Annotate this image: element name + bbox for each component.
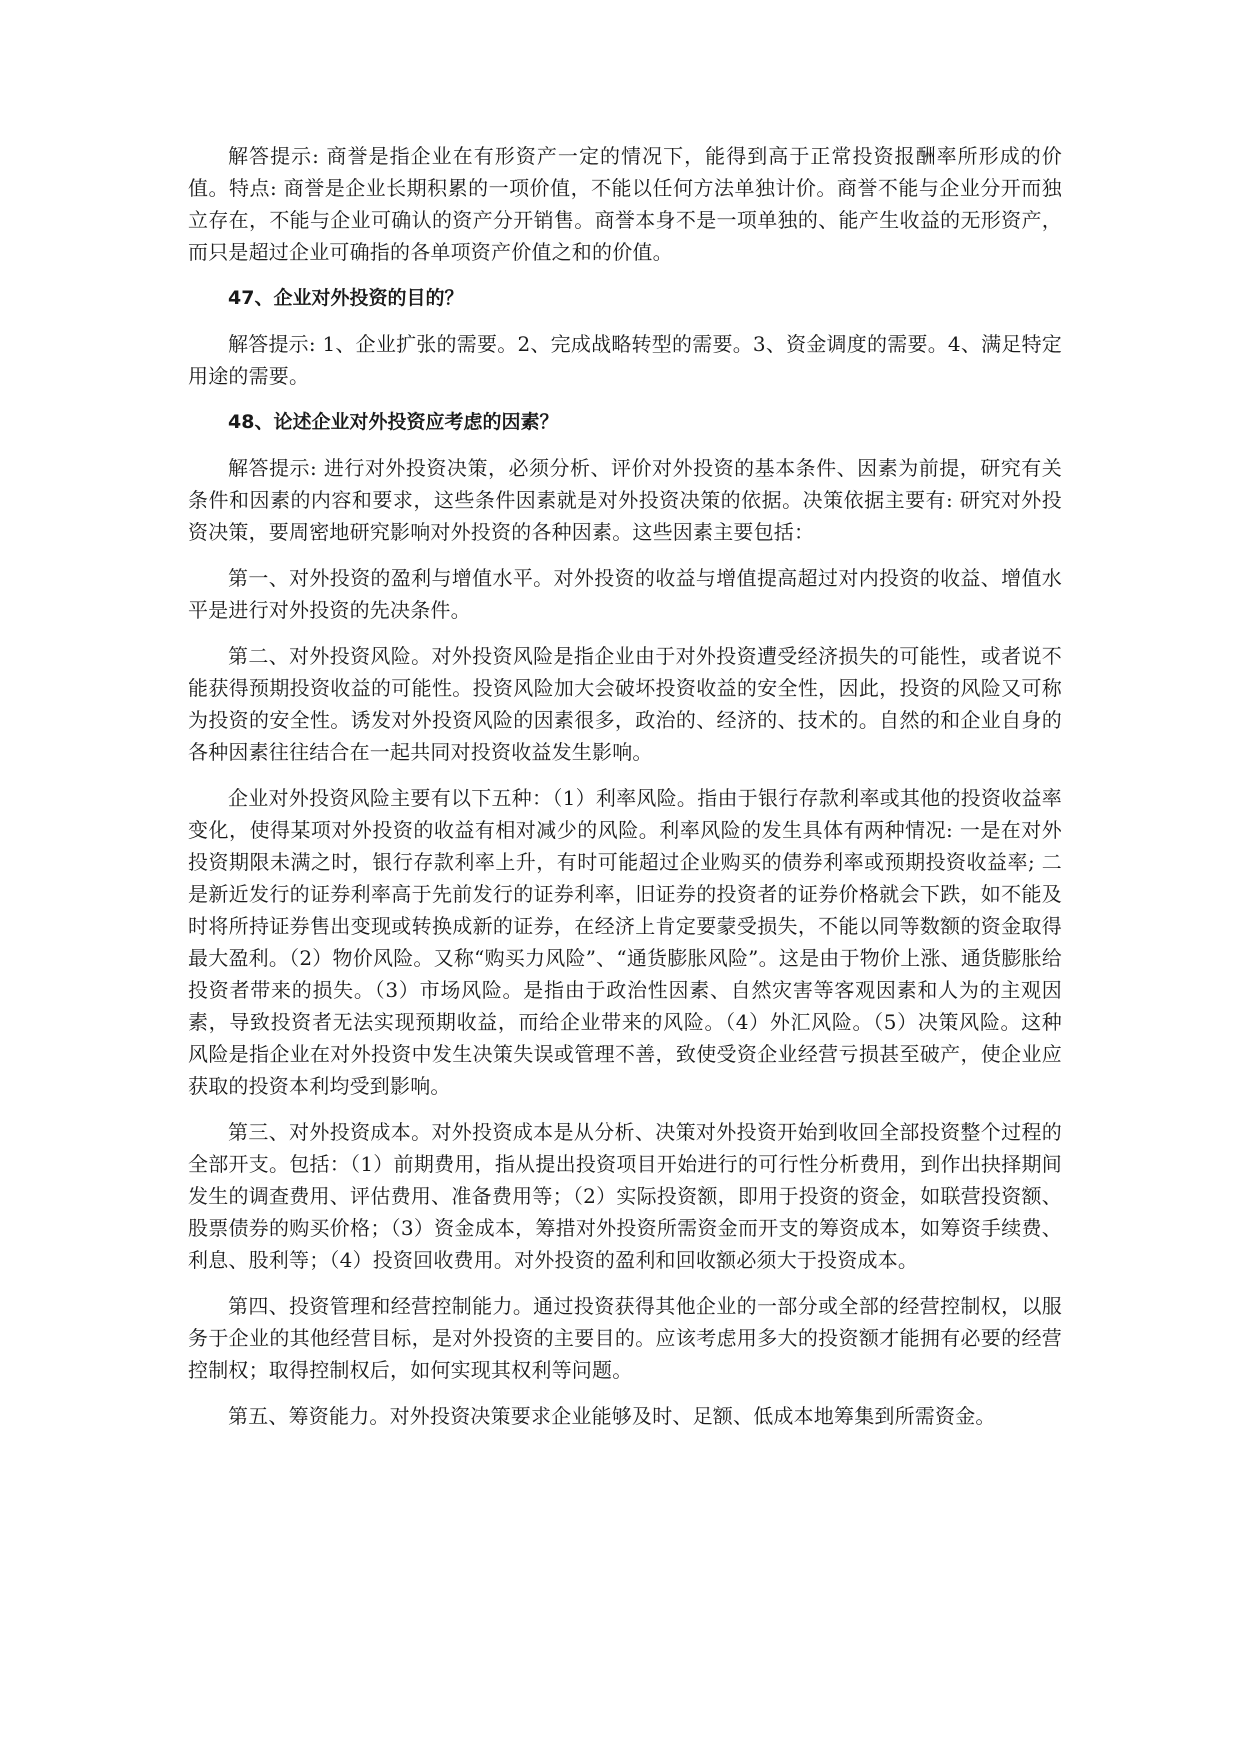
question-48-heading: 48、论述企业对外投资应考虑的因素？ (228, 411, 559, 433)
paragraph-factor-4: 第四、投资管理和经营控制能力。通过投资获得其他企业的一部分或全部的经营控制权，以服务于企业的其他经营目标，是对外投资的主要目的。应该考虑用多大的投资额才能拥有必要的经营控制权；取得控制权后，如何实现其权利等问题。 (188, 1294, 1062, 1382)
paragraph-factor-1: 第一、对外投资的盈利与增值水平。对外投资的收益与增值提高超过对内投资的收益、增值水平是进行对外投资的先决条件。 (188, 566, 1062, 622)
paragraph-goodwill-answer: 解答提示: 商誉是指企业在有形资产一定的情况下，能得到高于正常投资报酬率所形成的价值。特点: 商誉是企业长期积累的一项价值，不能以任何方法单独计价。商誉不能与企业分开而独立存在，不能与企业可确认的资产分开销售。商誉本身不是一项单独的、能产生收益的无形资产，而只是超过企业可确指的各单项资产价值之和的价值。 (188, 144, 1062, 264)
paragraph-factor-2: 第二、对外投资风险。对外投资风险是指企业由于对外投资遭受经济损失的可能性，或者说不能获得预期投资收益的可能性。投资风险加大会破坏投资收益的安全性，因此，投资的风险又可称为投资的安全性。诱发对外投资风险的因素很多，政治的、经济的、技术的。自然的和企业自身的各种因素往往结合在一起共同对投资收益发生影响。 (188, 644, 1062, 764)
paragraph-risk-types: 企业对外投资风险主要有以下五种：（1）利率风险。指由于银行存款利率或其他的投资收益率变化，使得某项对外投资的收益有相对减少的风险。利率风险的发生具体有两种情况: 一是在对外投资期限未满之时，银行存款利率上升，有时可能超过企业购买的债券利率或预期投资收益率; 二是新近发行的证券利率高于先前发行的证券利率，旧证券的投资者的证券价格就会下跌，如不能及时将所持证券售出变现或转换成新的证券，在经济上肯定要蒙受损失，不能以同等数额的资金取得最大盈利。（2）物价风险。又称“购买力风险”、“通货膨胀风险”。这是由于物价上涨、通货膨胀给投资者带来的损失。（3）市场风险。是指由于政治性因素、自然灾害等客观因素和人为的主观因素，导致投资者无法实现预期收益，而给企业带来的风险。（4）外汇风险。（5）决策风险。这种风险是指企业在对外投资中发生决策失误或管理不善，致使受资企业经营亏损甚至破产，使企业应获取的投资本利均受到影响。 (188, 786, 1062, 1098)
document-page (188, 140, 1062, 1446)
paragraph-47-answer: 解答提示: 1、企业扩张的需要。2、完成战略转型的需要。3、资金调度的需要。4、满足特定用途的需要。 (188, 332, 1062, 388)
paragraph-factor-5: 第五、筹资能力。对外投资决策要求企业能够及时、足额、低成本地筹集到所需资金。 (228, 1404, 996, 1428)
paragraph-factor-3: 第三、对外投资成本。对外投资成本是从分析、决策对外投资开始到收回全部投资整个过程的全部开支。包括：（1）前期费用，指从提出投资项目开始进行的可行性分析费用，到作出抉择期间发生的调查费用、评估费用、准备费用等；（2）实际投资额，即用于投资的资金，如联营投资额、股票债券的购买价格；（3）资金成本，筹措对外投资所需资金而开支的筹资成本，如筹资手续费、利息、股利等；（4）投资回收费用。对外投资的盈利和回收额必须大于投资成本。 (188, 1120, 1062, 1272)
paragraph-48-answer: 解答提示: 进行对外投资决策，必须分析、评价对外投资的基本条件、因素为前提，研究有关条件和因素的内容和要求，这些条件因素就是对外投资决策的依据。决策依据主要有: 研究对外投资决策，要周密地研究影响对外投资的各种因素。这些因素主要包括： (188, 456, 1062, 544)
question-47-heading: 47、企业对外投资的目的？ (228, 287, 464, 309)
